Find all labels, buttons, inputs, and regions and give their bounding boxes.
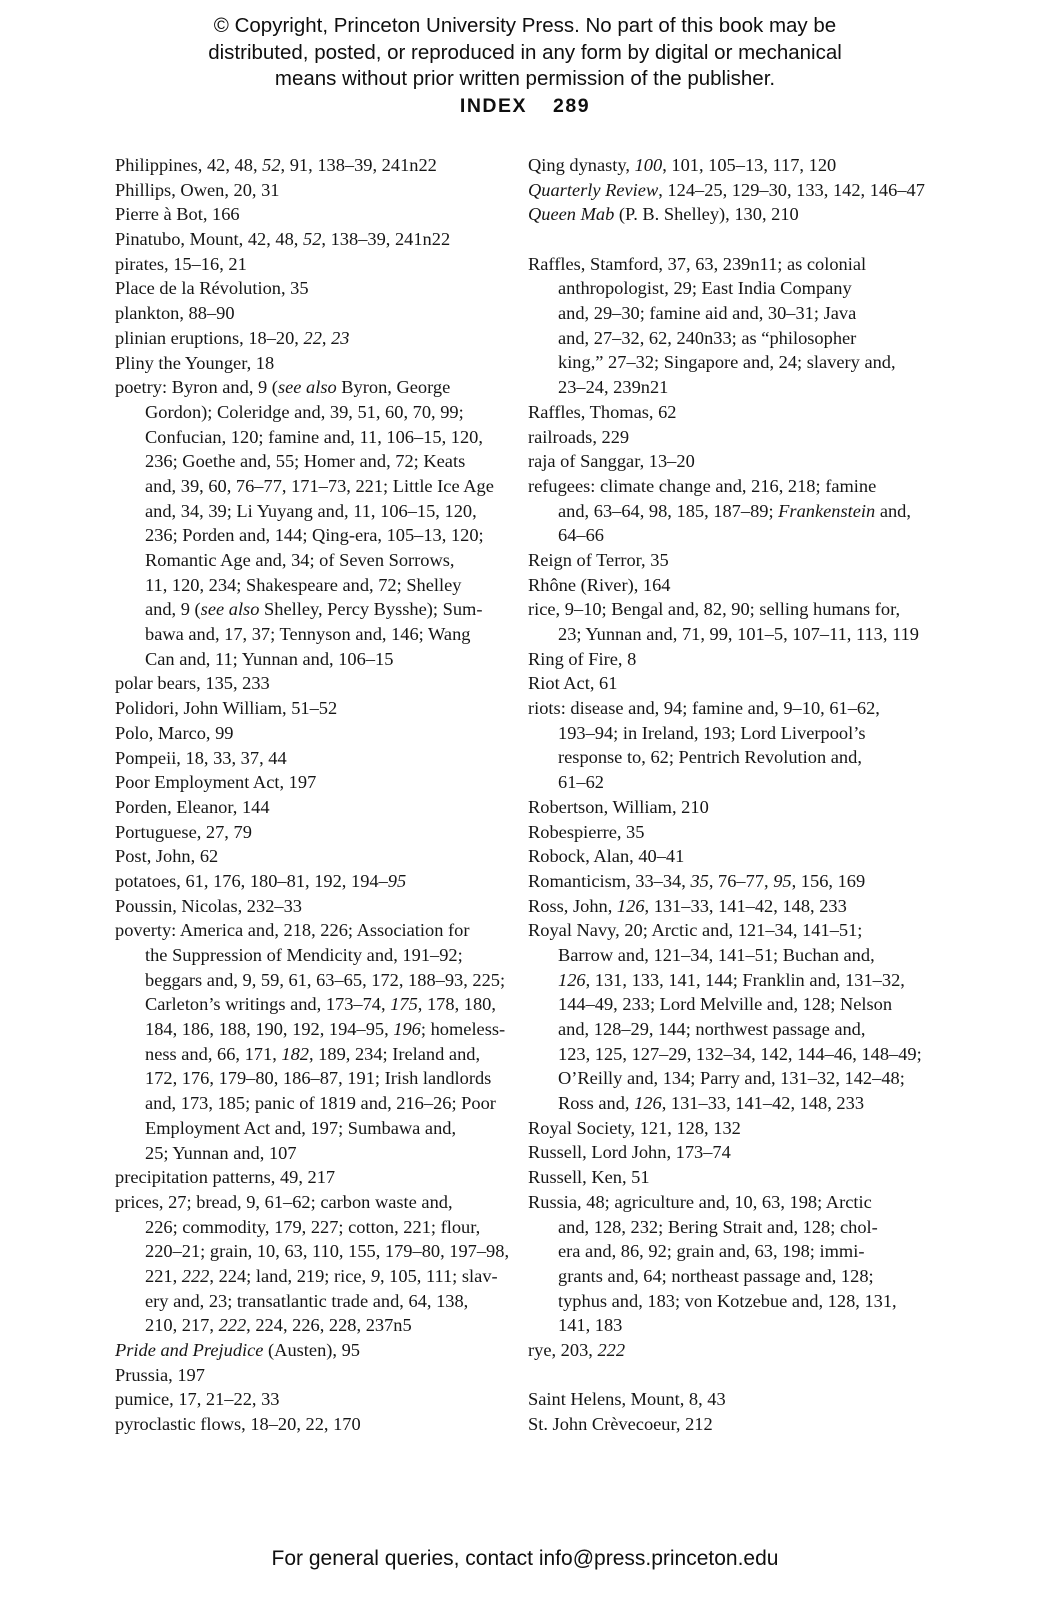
index-entry-line: Russell, Ken, 51 [528,1167,650,1188]
index-entry [115,1363,519,1388]
index-entry-line: 210, 217, 222, 224, 226, 228, 237n5 [145,1315,412,1336]
index-entry-line: Russia, 48; agriculture and, 10, 63, 198; Arctic [528,1191,872,1212]
index-entry-line: 236; Porden and, 144; Qing-era, 105–13, 120; [145,525,484,546]
index-entry [115,844,519,869]
index-entry [115,301,519,326]
index-entry-line: precipitation patterns, 49, 217 [115,1167,336,1188]
index-entry [115,202,519,227]
index-entry-line: Robock, Alan, 40–41 [528,846,685,867]
index-entry [528,449,940,474]
index-entry-line: Romantic Age and, 34; of Seven Sorrows, [145,550,455,570]
index-entry [528,1387,940,1412]
index-entry [115,696,519,721]
index-entry-line: plankton, 88–90 [115,303,235,324]
index-entry-line: and, 27–32, 62, 240n33; as “philosopher [558,327,857,348]
index-entry-line: and, 39, 60, 76–77, 171–73, 221; Little Ice Age [145,475,494,496]
index-entry-line: era and, 86, 92; grain and, 63, 198; immi- [558,1241,865,1262]
index-entry-line: prices, 27; bread, 9, 61–62; carbon waste and, [115,1191,453,1212]
index-entry-line: 126, 131, 133, 141, 144; Franklin and, 131–32, [558,969,905,990]
index-entry [115,1338,519,1363]
index-entry-line: Portuguese, 27, 79 [115,821,252,842]
index-entry-line: ness and, 66, 171, 182, 189, 234; Ireland and, [145,1043,481,1064]
index-entry-line: and, 173, 185; panic of 1819 and, 216–26; Poor [145,1093,496,1114]
index-entry [528,178,940,203]
index-entry-line: and, 63–64, 98, 185, 187–89; Frankenstein and, [558,500,911,521]
index-entry-line: and, 128, 232; Bering Strait and, 128; chol- [558,1216,878,1237]
index-entry [115,770,519,795]
index-entry-line: Porden, Eleanor, 144 [115,796,270,817]
index-entry [528,400,940,425]
index-entry [115,721,519,746]
index-entry-line: 141, 183 [558,1315,623,1336]
index-entry-line: riots: disease and, 94; famine and, 9–10, 61–62, [528,698,880,719]
index-entry-line: 23–24, 239n21 [558,377,669,398]
index-entry [528,573,940,598]
index-entry [528,869,940,894]
index-entry-line: poverty: America and, 218, 226; Association for [115,920,470,941]
index-entry [528,795,940,820]
index-entry-line: 172, 176, 179–80, 186–87, 191; Irish landlords [145,1068,492,1089]
index-entry-line: 144–49, 233; Lord Melville and, 128; Nelson [558,994,893,1015]
index-entry-line: Raffles, Stamford, 37, 63, 239n11; as colonial [528,253,867,274]
copyright-line: © Copyright, Princeton University Press. No part of this book may be [213,14,837,37]
index-entry [528,1412,940,1437]
index-entry [115,1412,519,1437]
index-title: INDEX [459,95,528,117]
index-entry-line: 236; Goethe and, 55; Homer and, 72; Keats [145,451,466,472]
index-entry-line: Riot Act, 61 [528,673,618,694]
index-entry-line: plinian eruptions, 18–20, 22, 23 [115,327,350,348]
index-entry-line: anthropologist, 29; East India Company [558,278,852,299]
copyright-line: distributed, posted, or reproduced in any form by digital or mechanical [208,40,842,64]
index-entry-line: Quarterly Review, 124–25, 129–30, 133, 142, 146–47 [528,179,925,200]
index-entry-line: Polo, Marco, 99 [115,722,234,743]
index-entry-line: pumice, 17, 21–22, 33 [115,1389,280,1410]
index-entry-line: Royal Society, 121, 128, 132 [528,1117,741,1138]
index-entry-line: Ring of Fire, 8 [528,648,637,669]
index-entry [115,1190,519,1338]
index-left-column [115,153,519,1437]
index-entry-line: 184, 186, 188, 190, 192, 194–95, 196; homeless- [145,1019,506,1040]
index-entry [115,1387,519,1412]
index-entry-line: Pliny the Younger, 18 [115,352,275,373]
index-entry-line: grants and, 64; northeast passage and, 128; [558,1265,874,1286]
index-entry-line: Romanticism, 33–34, 35, 76–77, 95, 156, 169 [528,870,866,891]
index-entry-line: pyroclastic flows, 18–20, 22, 170 [115,1414,361,1435]
index-entry-line: pirates, 15–16, 21 [115,253,247,274]
index-entry-line: Poussin, Nicolas, 232–33 [115,895,302,916]
page-number: 289 [553,95,591,117]
index-entry [115,795,519,820]
index-entry [115,894,519,919]
index-entry-line: refugees: climate change and, 216, 218; famine [528,475,877,496]
copyright-notice [0,13,1050,93]
index-entry-line: the Suppression of Mendicity and, 191–92; [145,945,463,965]
index-entry-line: railroads, 229 [528,426,630,447]
index-entry [528,844,940,869]
index-entry-line: Confucian, 120; famine and, 11, 106–15, 120, [145,426,483,447]
index-entry-line: Poor Employment Act, 197 [115,772,317,793]
index-entry-line: Barrow and, 121–34, 141–51; Buchan and, [558,944,875,965]
index-entry-line: and, 29–30; famine aid and, 30–31; Java [558,303,857,324]
index-entry-line: Carleton’s writings and, 173–74, 175, 178, 180, [145,994,496,1015]
index-entry-line: 64–66 [558,525,604,546]
index-entry-line: raja of Sanggar, 13–20 [528,451,695,472]
index-entry-line: Qing dynasty, 100, 101, 105–13, 117, 120 [528,155,837,175]
index-entry [528,252,940,400]
index-entry [528,1116,940,1141]
index-entry [528,671,940,696]
index-entry-line: Philippines, 42, 48, 52, 91, 138–39, 241n22 [115,155,437,175]
index-entry-line: response to, 62; Pentrich Revolution and, [558,747,862,768]
index-entry [528,918,940,1116]
index-entry [528,548,940,573]
index-entry-line: Gordon); Coleridge and, 39, 51, 60, 70, 99; [145,401,464,422]
index-entry-line: bawa and, 17, 37; Tennyson and, 146; Wang [145,624,471,645]
index-entry-line: Royal Navy, 20; Arctic and, 121–34, 141–51; [528,920,863,941]
index-entry-line: 25; Yunnan and, 107 [145,1142,297,1163]
index-entry-line: polar bears, 135, 233 [115,673,270,694]
index-entry-line: potatoes, 61, 176, 180–81, 192, 194–95 [115,870,407,891]
index-entry-line: and, 34, 39; Li Yuyang and, 11, 106–15, 120, [145,500,477,521]
index-entry-line: 220–21; grain, 10, 63, 110, 155, 179–80, 197–98, [145,1241,510,1262]
index-entry [115,227,519,252]
index-entry [115,276,519,301]
index-entry [115,746,519,771]
index-entry-line: Robertson, William, 210 [528,796,709,817]
index-entry [528,1338,940,1363]
index-entry [115,178,519,203]
index-entry-line: 221, 222, 224; land, 219; rice, 9, 105, 111; slav- [145,1265,498,1286]
index-entry-line: Employment Act and, 197; Sumbawa and, [145,1117,457,1138]
index-entry [528,425,940,450]
index-entry-line: Pompeii, 18, 33, 37, 44 [115,747,287,768]
index-entry-line: St. John Crèvecoeur, 212 [528,1414,713,1435]
index-entry [115,326,519,351]
index-entry-line: Phillips, Owen, 20, 31 [115,179,280,200]
index-entry-line: Prussia, 197 [115,1364,205,1385]
index-entry-line: Pride and Prejudice (Austen), 95 [115,1340,360,1360]
index-entry-line: poetry: Byron and, 9 (see also Byron, George [115,377,451,398]
index-right-column [528,153,940,1437]
index-entry [528,474,940,548]
index-entry [115,351,519,376]
index-entry-line: 23; Yunnan and, 71, 99, 101–5, 107–11, 113, 119 [558,624,919,645]
index-entry-line: 123, 125, 127–29, 132–34, 142, 144–46, 148–49; [558,1043,922,1064]
index-entry [115,869,519,894]
index-entry [528,696,940,795]
index-entry [115,671,519,696]
index-entry-line: Reign of Terror, 35 [528,549,669,570]
index-entry-line: 193–94; in Ireland, 193; Lord Liverpool’s [558,722,866,743]
index-entry-line: beggars and, 9, 59, 61, 63–65, 172, 188–93, 225; [145,969,506,990]
index-entry [528,202,940,227]
index-entry [115,252,519,277]
index-entry [528,1190,940,1338]
index-entry [528,820,940,845]
index-entry [528,894,940,919]
index-entry [528,647,940,672]
index-entry [115,375,519,671]
page-header [0,95,1050,118]
index-entry-line: Ross, John, 126, 131–33, 141–42, 148, 233 [528,895,847,916]
index-entry-line: Polidori, John William, 51–52 [115,698,338,719]
index-entry-line: rye, 203, 222 [528,1339,626,1360]
index-entry [115,1165,519,1190]
index-entry [115,820,519,845]
index-entry-line: and, 128–29, 144; northwest passage and, [558,1019,866,1040]
index-entry [528,1140,940,1165]
index-entry [528,153,940,178]
section-gap [528,227,940,252]
footer-contact-note: For general queries, contact info@press.princeton.edu [271,1547,779,1570]
index-entry [528,1165,940,1190]
index-entry-line: Pierre à Bot, 166 [115,204,240,225]
index-entry-line: ery and, 23; transatlantic trade and, 64, 138, [145,1290,469,1311]
index-entry-line: Robespierre, 35 [528,821,645,842]
index-entry-line: 11, 120, 234; Shakespeare and, 72; Shelley [145,574,462,595]
copyright-line: means without prior written permission of the publisher. [274,67,776,90]
index-entry-line: Queen Mab (P. B. Shelley), 130, 210 [528,204,799,225]
index-entry-line: Place de la Révolution, 35 [115,278,309,299]
index-entry-line: 61–62 [558,772,604,793]
index-entry-line: king,” 27–32; Singapore and, 24; slavery and, [558,352,896,373]
index-entry-line: Can and, 11; Yunnan and, 106–15 [145,648,394,669]
index-entry-line: Russell, Lord John, 173–74 [528,1142,731,1163]
index-entry-line: Rhône (River), 164 [528,574,671,595]
section-gap [528,1363,940,1388]
index-entry-line: typhus and, 183; von Kotzebue and, 128, 131, [558,1290,897,1311]
index-entry-line: rice, 9–10; Bengal and, 82, 90; selling humans for, [528,599,901,620]
index-entry [528,597,940,646]
index-entry-line: Ross and, 126, 131–33, 141–42, 148, 233 [558,1093,865,1114]
index-entry [115,153,519,178]
index-entry-line: O’Reilly and, 134; Parry and, 131–32, 142–48; [558,1068,905,1089]
index-entry-line: 226; commodity, 179, 227; cotton, 221; flour, [145,1216,481,1237]
index-entry-line: Pinatubo, Mount, 42, 48, 52, 138–39, 241n22 [115,229,451,250]
index-entry-line: Post, John, 62 [115,846,219,867]
index-entry-line: Raffles, Thomas, 62 [528,401,677,422]
index-entry-line: Saint Helens, Mount, 8, 43 [528,1389,726,1410]
index-entry-line: and, 9 (see also Shelley, Percy Bysshe); Sum- [145,599,483,620]
index-entry [115,918,519,1165]
